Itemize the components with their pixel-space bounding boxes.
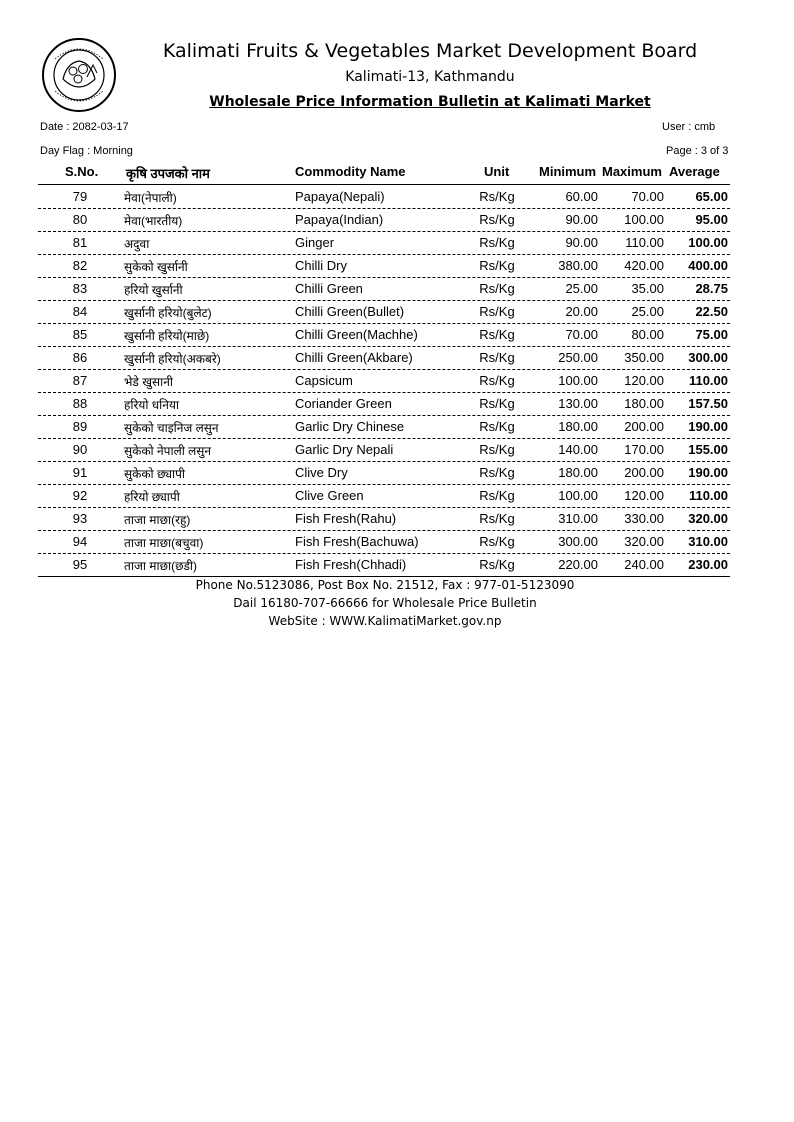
serial-number: 94 xyxy=(72,534,88,549)
col-header-average: Average xyxy=(669,164,720,179)
average-price: 310.00 xyxy=(688,534,728,549)
table-row xyxy=(38,277,730,301)
nepali-name: भेडे खुसानी xyxy=(124,375,173,389)
commodity-name: Chilli Green(Machhe) xyxy=(295,327,418,342)
table-row xyxy=(38,300,730,324)
commodity-name: Papaya(Indian) xyxy=(295,212,384,227)
serial-number: 83 xyxy=(72,281,88,296)
minimum-price: 250.00 xyxy=(558,350,598,365)
table-row xyxy=(38,208,730,232)
minimum-price: 140.00 xyxy=(558,442,598,457)
board-logo-seal xyxy=(41,37,117,113)
minimum-price: 130.00 xyxy=(558,396,598,411)
average-price: 190.00 xyxy=(688,465,728,480)
report-date: Date : 2082-03-17 xyxy=(40,121,129,133)
average-price: 300.00 xyxy=(688,350,728,365)
col-header-sno: S.No. xyxy=(65,164,99,179)
average-price: 28.75 xyxy=(695,281,728,296)
nepali-name: खुर्सानी हरियो(बुलेट) xyxy=(124,306,212,320)
col-header-minimum: Minimum xyxy=(539,164,597,179)
maximum-price: 80.00 xyxy=(631,327,664,342)
serial-number: 93 xyxy=(72,511,88,526)
maximum-price: 25.00 xyxy=(631,304,664,319)
maximum-price: 35.00 xyxy=(631,281,664,296)
nepali-name: हरियो खुर्सानी xyxy=(124,283,183,297)
serial-number: 88 xyxy=(72,396,88,411)
report-user: User : cmb xyxy=(662,121,716,133)
serial-number: 90 xyxy=(72,442,88,457)
average-price: 320.00 xyxy=(688,511,728,526)
maximum-price: 350.00 xyxy=(624,350,664,365)
table-row xyxy=(38,438,730,462)
board-title: Kalimati Fruits & Vegetables Market Development Board xyxy=(162,40,698,62)
maximum-price: 120.00 xyxy=(624,488,664,503)
commodity-name: Clive Green xyxy=(295,488,364,503)
commodity-name: Papaya(Nepali) xyxy=(295,189,385,204)
unit: Rs/Kg xyxy=(479,212,515,227)
serial-number: 92 xyxy=(72,488,88,503)
serial-number: 84 xyxy=(72,304,88,319)
unit: Rs/Kg xyxy=(479,350,515,365)
average-price: 110.00 xyxy=(688,488,728,503)
minimum-price: 100.00 xyxy=(558,373,598,388)
minimum-price: 310.00 xyxy=(558,511,598,526)
table-row xyxy=(38,392,730,416)
unit: Rs/Kg xyxy=(479,373,515,388)
unit: Rs/Kg xyxy=(479,235,515,250)
serial-number: 91 xyxy=(72,465,88,480)
footer-website: WebSite : WWW.KalimatiMarket.gov.np xyxy=(268,614,502,628)
bulletin-title: Wholesale Price Information Bulletin at Kalimati Market xyxy=(209,94,651,110)
nepali-name: ताजा माछा(छडी) xyxy=(124,559,198,573)
nepali-name: मेवा(नेपाली) xyxy=(124,191,177,205)
unit: Rs/Kg xyxy=(479,488,515,503)
nepali-name: हरियो छ्यापी xyxy=(124,490,180,504)
footer-contact: Phone No.5123086, Post Box No. 21512, Fax : 977-01-5123090 xyxy=(195,578,575,592)
day-flag: Day Flag : Morning xyxy=(40,145,133,157)
average-price: 22.50 xyxy=(695,304,728,319)
average-price: 155.00 xyxy=(688,442,728,457)
col-header-commodity: Commodity Name xyxy=(295,164,406,179)
table-row xyxy=(38,553,730,577)
minimum-price: 90.00 xyxy=(565,212,598,227)
average-price: 400.00 xyxy=(688,258,728,273)
maximum-price: 200.00 xyxy=(624,465,664,480)
commodity-name: Coriander Green xyxy=(295,396,392,411)
unit: Rs/Kg xyxy=(479,189,515,204)
unit: Rs/Kg xyxy=(479,557,515,572)
col-header-nepali-name: कृषि उपजको नाम xyxy=(126,166,210,181)
maximum-price: 240.00 xyxy=(624,557,664,572)
maximum-price: 100.00 xyxy=(624,212,664,227)
minimum-price: 300.00 xyxy=(558,534,598,549)
commodity-name: Ginger xyxy=(295,235,335,250)
nepali-name: खुर्सानी हरियो(अकबरे) xyxy=(124,352,221,366)
unit: Rs/Kg xyxy=(479,304,515,319)
maximum-price: 120.00 xyxy=(624,373,664,388)
page-number: Page : 3 of 3 xyxy=(666,145,729,157)
commodity-name: Chilli Dry xyxy=(295,258,347,273)
serial-number: 86 xyxy=(72,350,88,365)
minimum-price: 70.00 xyxy=(565,327,598,342)
table-row xyxy=(38,231,730,255)
commodity-name: Capsicum xyxy=(295,373,353,388)
unit: Rs/Kg xyxy=(479,281,515,296)
minimum-price: 100.00 xyxy=(558,488,598,503)
minimum-price: 20.00 xyxy=(565,304,598,319)
nepali-name: सुकेको नेपाली लसुन xyxy=(124,444,212,458)
serial-number: 85 xyxy=(72,327,88,342)
unit: Rs/Kg xyxy=(479,465,515,480)
table-row xyxy=(38,369,730,393)
unit: Rs/Kg xyxy=(479,511,515,526)
nepali-name: अदुवा xyxy=(124,237,150,251)
table-row xyxy=(38,346,730,370)
minimum-price: 180.00 xyxy=(558,419,598,434)
average-price: 157.50 xyxy=(688,396,728,411)
maximum-price: 180.00 xyxy=(624,396,664,411)
average-price: 75.00 xyxy=(695,327,728,342)
serial-number: 95 xyxy=(72,557,88,572)
table-row xyxy=(38,254,730,278)
average-price: 100.00 xyxy=(688,235,728,250)
maximum-price: 70.00 xyxy=(631,189,664,204)
table-row xyxy=(38,484,730,508)
minimum-price: 180.00 xyxy=(558,465,598,480)
nepali-name: मेवा(भारतीय) xyxy=(124,214,183,228)
minimum-price: 220.00 xyxy=(558,557,598,572)
serial-number: 87 xyxy=(72,373,88,388)
unit: Rs/Kg xyxy=(479,258,515,273)
serial-number: 81 xyxy=(72,235,88,250)
nepali-name: ताजा माछा(बचुवा) xyxy=(124,536,204,550)
commodity-name: Clive Dry xyxy=(295,465,348,480)
table-row xyxy=(38,507,730,531)
unit: Rs/Kg xyxy=(479,442,515,457)
serial-number: 82 xyxy=(72,258,88,273)
average-price: 230.00 xyxy=(688,557,728,572)
unit: Rs/Kg xyxy=(479,534,515,549)
unit: Rs/Kg xyxy=(479,396,515,411)
table-row xyxy=(38,185,730,209)
maximum-price: 110.00 xyxy=(625,235,664,250)
commodity-name: Garlic Dry Nepali xyxy=(295,442,394,457)
average-price: 95.00 xyxy=(695,212,728,227)
table-row xyxy=(38,323,730,347)
minimum-price: 90.00 xyxy=(565,235,598,250)
commodity-name: Fish Fresh(Bachuwa) xyxy=(295,534,419,549)
maximum-price: 420.00 xyxy=(624,258,664,273)
commodity-name: Chilli Green xyxy=(295,281,363,296)
table-row xyxy=(38,461,730,485)
maximum-price: 320.00 xyxy=(624,534,664,549)
average-price: 190.00 xyxy=(688,419,728,434)
maximum-price: 200.00 xyxy=(624,419,664,434)
commodity-name: Fish Fresh(Rahu) xyxy=(295,511,397,526)
average-price: 65.00 xyxy=(695,189,728,204)
minimum-price: 380.00 xyxy=(558,258,598,273)
serial-number: 79 xyxy=(72,189,88,204)
col-header-maximum: Maximum xyxy=(602,164,662,179)
serial-number: 80 xyxy=(72,212,88,227)
maximum-price: 170.00 xyxy=(624,442,664,457)
commodity-name: Garlic Dry Chinese xyxy=(295,419,405,434)
serial-number: 89 xyxy=(72,419,88,434)
nepali-name: सुकेको छ्यापी xyxy=(124,467,186,481)
commodity-name: Fish Fresh(Chhadi) xyxy=(295,557,407,572)
table-row xyxy=(38,530,730,554)
commodity-name: Chilli Green(Bullet) xyxy=(295,304,405,319)
average-price: 110.00 xyxy=(688,373,728,388)
nepali-name: हरियो धनिया xyxy=(124,398,180,412)
commodity-name: Chilli Green(Akbare) xyxy=(295,350,413,365)
col-header-unit: Unit xyxy=(484,164,510,179)
nepali-name: ताजा माछा(रहु) xyxy=(124,513,191,527)
unit: Rs/Kg xyxy=(479,419,515,434)
unit: Rs/Kg xyxy=(479,327,515,342)
nepali-name: खुर्सानी हरियो(माछे) xyxy=(124,329,210,343)
table-row xyxy=(38,415,730,439)
footer-dial: Dail 16180-707-66666 for Wholesale Price Bulletin xyxy=(233,596,537,610)
nepali-name: सुकेको चाइनिज लसुन xyxy=(124,421,219,435)
nepali-name: सुकेको खुर्सानी xyxy=(124,260,188,274)
board-address: Kalimati-13, Kathmandu xyxy=(345,69,515,85)
minimum-price: 25.00 xyxy=(565,281,598,296)
minimum-price: 60.00 xyxy=(565,189,598,204)
maximum-price: 330.00 xyxy=(624,511,664,526)
